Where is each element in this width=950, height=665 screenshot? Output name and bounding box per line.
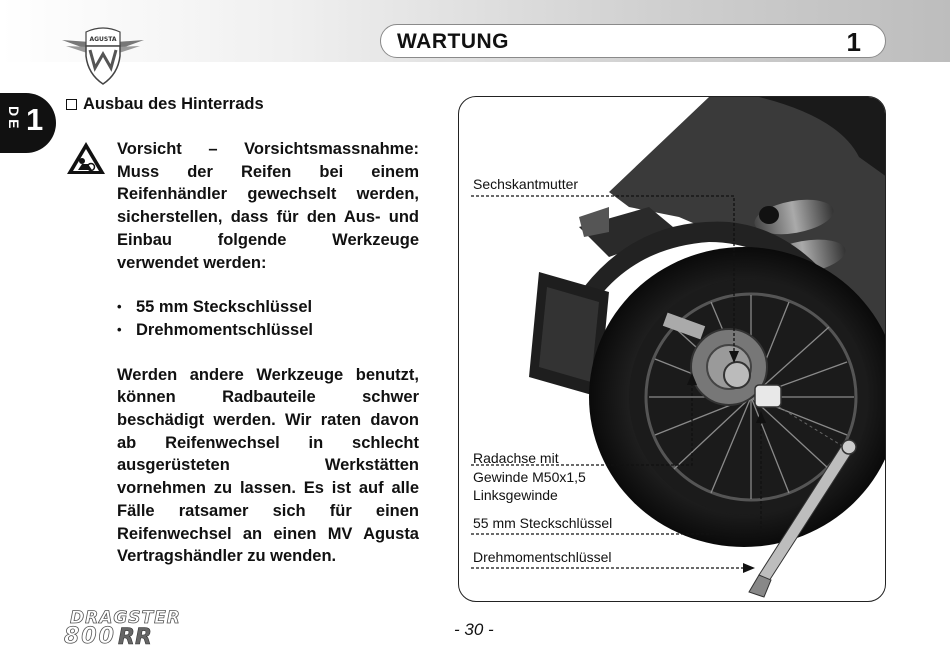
chapter-side-tab [0, 93, 56, 153]
callout-hex-nut: Sechskantmutter [473, 176, 579, 192]
svg-text:800: 800 [64, 624, 116, 649]
page-title: WARTUNG [397, 30, 509, 53]
callout-axle-line3: Linksgewinde [473, 487, 558, 503]
language-label: DE [6, 106, 22, 132]
rear-wheel-illustration [458, 96, 886, 602]
callout-axle-line2: Gewinde M50x1,5 [473, 469, 586, 485]
section-heading [66, 95, 264, 114]
tool-list [117, 296, 419, 341]
list-item: • Drehmomentschlüssel [117, 319, 419, 342]
callout-torque-wrench: Drehmomentschlüssel [473, 549, 612, 565]
chapter-number: 1 [846, 27, 861, 57]
svg-text:AGUSTA: AGUSTA [89, 36, 117, 43]
list-item: • 55 mm Steckschlüssel [117, 296, 419, 319]
warning-paragraph: Vorsicht – Vorsichtsmassnahme: Muss der Reifen bei einem Reifenhändler gewechselt werden, sicherstellen, dass für den Aus- und Einbau folgende Werkzeuge verwendet werden: [117, 140, 419, 272]
page-number: - 30 - [454, 620, 494, 639]
callout-socket-wrench: 55 mm Steckschlüssel [473, 515, 613, 531]
side-tab-chapter-number: 1 [26, 102, 44, 137]
advice-paragraph: Werden andere Werkzeuge benutzt, können Radbauteile schwer beschädigt werden. Wir raten davon ab Reifenwechsel in schlecht ausgerüsteten Werkstätten vornehmen zu lassen. Es ist auf alle Fälle ratsamer sich für einen Reifenwechsel an einen MV Agusta Vertragshändler zu wenden. [117, 365, 419, 566]
caution-icon [66, 140, 106, 176]
callout-axle-line1: Radachse mit [473, 450, 559, 466]
svg-text:RR: RR [118, 625, 152, 650]
mv-agusta-logo [60, 26, 146, 88]
warning-text-block [117, 138, 419, 568]
section-heading-text: Ausbau des Hinterrads [83, 95, 264, 113]
dragster-800rr-logo [62, 606, 242, 650]
header-pill [380, 24, 886, 58]
svg-text:DRAGSTER: DRAGSTER [70, 608, 181, 628]
checkbox-icon [66, 99, 77, 110]
